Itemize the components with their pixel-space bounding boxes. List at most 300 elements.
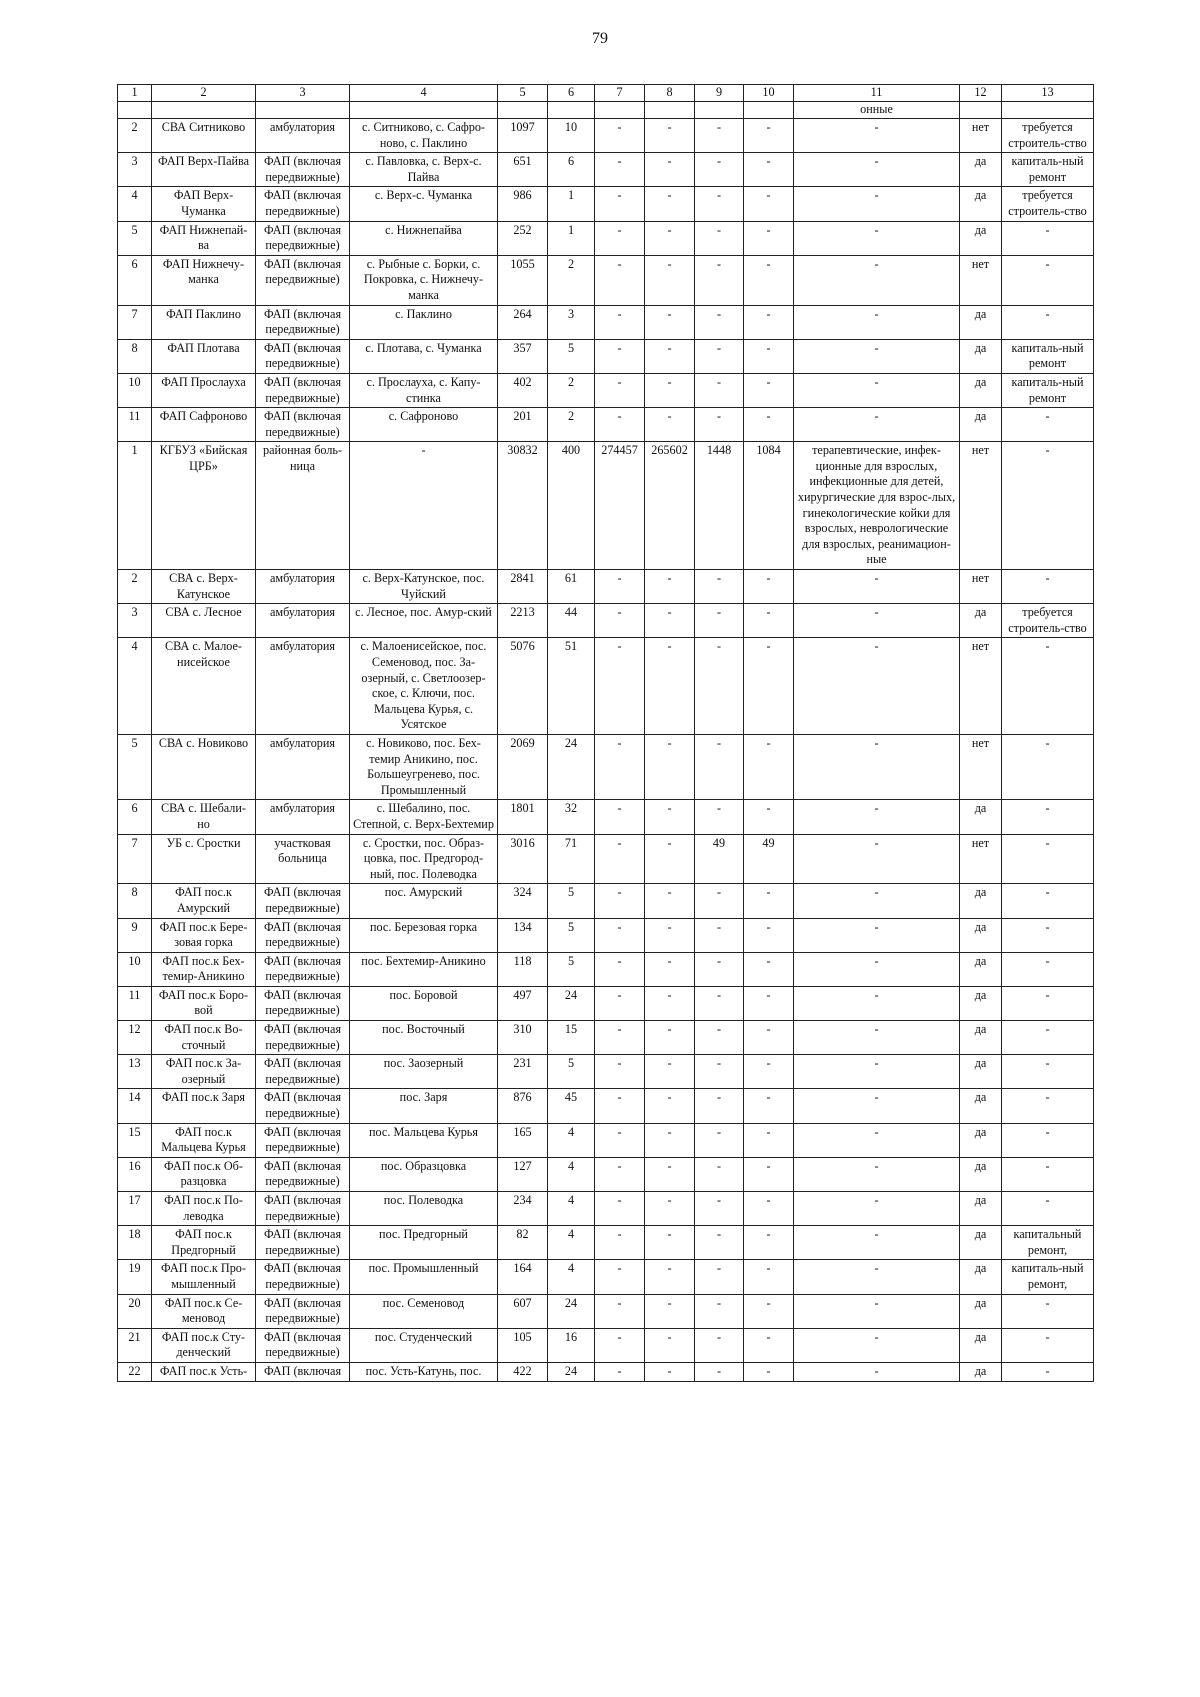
col10-value-cell: -: [744, 734, 794, 799]
col7-value-cell: -: [595, 119, 645, 153]
facility-type-cell: ФАП (включая передвижные): [256, 373, 350, 407]
column-number-7: 7: [595, 85, 645, 102]
column-number-4: 4: [350, 85, 498, 102]
col8-value-cell: -: [645, 1123, 695, 1157]
col7-value-cell: -: [595, 1123, 645, 1157]
staff-count-cell: 16: [548, 1328, 595, 1362]
table-row: [118, 119, 1094, 153]
table-row: [118, 800, 1094, 834]
population-cell: 30832: [498, 442, 548, 570]
staff-count-cell: 5: [548, 1055, 595, 1089]
row-number-cell: 4: [118, 187, 152, 221]
col7-value-cell: -: [595, 1328, 645, 1362]
col9-value-cell: -: [695, 1294, 744, 1328]
row-number-cell: 11: [118, 408, 152, 442]
served-settlements-cell: пос. Промышленный: [350, 1260, 498, 1294]
col7-value-cell: -: [595, 884, 645, 918]
col9-value-cell: -: [695, 604, 744, 638]
status-flag-cell: да: [960, 1362, 1002, 1381]
col7-value-cell: -: [595, 604, 645, 638]
col9-value-cell: -: [695, 339, 744, 373]
col7-value-cell: -: [595, 800, 645, 834]
staff-count-cell: 5: [548, 339, 595, 373]
continuation-cell: [1002, 102, 1094, 119]
continuation-cell: [152, 102, 256, 119]
column-number-1: 1: [118, 85, 152, 102]
served-settlements-cell: пос. Боровой: [350, 986, 498, 1020]
row-number-cell: 18: [118, 1226, 152, 1260]
table-row: [118, 604, 1094, 638]
facility-type-cell: ФАП (включая передвижные): [256, 986, 350, 1020]
continuation-cell: [744, 102, 794, 119]
served-settlements-cell: пос. Березовая горка: [350, 918, 498, 952]
col8-value-cell: -: [645, 1294, 695, 1328]
col10-value-cell: -: [744, 339, 794, 373]
facility-name-cell: ФАП пос.к Во-сточный: [152, 1021, 256, 1055]
column-number-9: 9: [695, 85, 744, 102]
required-action-cell: -: [1002, 734, 1094, 799]
population-cell: 5076: [498, 638, 548, 735]
bed-profiles-cell: -: [794, 638, 960, 735]
facility-type-cell: ФАП (включая передвижные): [256, 1226, 350, 1260]
population-cell: 164: [498, 1260, 548, 1294]
row-number-cell: 5: [118, 221, 152, 255]
status-flag-cell: да: [960, 1157, 1002, 1191]
served-settlements-cell: -: [350, 442, 498, 570]
population-cell: 651: [498, 153, 548, 187]
col8-value-cell: -: [645, 734, 695, 799]
population-cell: 264: [498, 305, 548, 339]
population-cell: 134: [498, 918, 548, 952]
population-cell: 234: [498, 1192, 548, 1226]
bed-profiles-cell: -: [794, 1362, 960, 1381]
col10-value-cell: -: [744, 373, 794, 407]
staff-count-cell: 2: [548, 408, 595, 442]
served-settlements-cell: с. Павловка, с. Верх-с. Пайва: [350, 153, 498, 187]
col8-value-cell: -: [645, 1021, 695, 1055]
status-flag-cell: да: [960, 1055, 1002, 1089]
staff-count-cell: 2: [548, 255, 595, 305]
col8-value-cell: -: [645, 834, 695, 884]
col9-value-cell: -: [695, 1226, 744, 1260]
continuation-row: [118, 102, 1094, 119]
status-flag-cell: нет: [960, 734, 1002, 799]
row-number-cell: 1: [118, 442, 152, 570]
served-settlements-cell: пос. Полеводка: [350, 1192, 498, 1226]
served-settlements-cell: с. Лесное, пос. Амур-ский: [350, 604, 498, 638]
required-action-cell: -: [1002, 255, 1094, 305]
continuation-cell: [695, 102, 744, 119]
column-number-3: 3: [256, 85, 350, 102]
facility-name-cell: ФАП пос.к Предгорный: [152, 1226, 256, 1260]
required-action-cell: -: [1002, 1055, 1094, 1089]
required-action-cell: -: [1002, 834, 1094, 884]
bed-profiles-cell: -: [794, 604, 960, 638]
bed-profiles-cell: -: [794, 1055, 960, 1089]
col10-value-cell: -: [744, 119, 794, 153]
required-action-cell: -: [1002, 408, 1094, 442]
required-action-cell: -: [1002, 1123, 1094, 1157]
required-action-cell: -: [1002, 638, 1094, 735]
staff-count-cell: 4: [548, 1123, 595, 1157]
required-action-cell: капитальный ремонт,: [1002, 1226, 1094, 1260]
required-action-cell: -: [1002, 305, 1094, 339]
col7-value-cell: -: [595, 734, 645, 799]
facility-name-cell: ФАП пос.к Боро-вой: [152, 986, 256, 1020]
facility-type-cell: ФАП (включая передвижные): [256, 952, 350, 986]
col10-value-cell: -: [744, 1260, 794, 1294]
staff-count-cell: 24: [548, 1362, 595, 1381]
col8-value-cell: -: [645, 1362, 695, 1381]
page-number: 79: [592, 30, 608, 47]
facility-name-cell: ФАП пос.к По-леводка: [152, 1192, 256, 1226]
col7-value-cell: -: [595, 570, 645, 604]
col8-value-cell: -: [645, 1089, 695, 1123]
facility-name-cell: ФАП пос.к Амурский: [152, 884, 256, 918]
facility-type-cell: ФАП (включая передвижные): [256, 1021, 350, 1055]
status-flag-cell: да: [960, 1123, 1002, 1157]
col10-value-cell: -: [744, 1123, 794, 1157]
col8-value-cell: -: [645, 918, 695, 952]
row-number-cell: 5: [118, 734, 152, 799]
bed-profiles-cell: -: [794, 1123, 960, 1157]
col9-value-cell: -: [695, 1123, 744, 1157]
staff-count-cell: 71: [548, 834, 595, 884]
population-cell: 2841: [498, 570, 548, 604]
population-cell: 402: [498, 373, 548, 407]
served-settlements-cell: пос. Восточный: [350, 1021, 498, 1055]
population-cell: 1055: [498, 255, 548, 305]
population-cell: 105: [498, 1328, 548, 1362]
status-flag-cell: да: [960, 221, 1002, 255]
facility-name-cell: ФАП Прослауха: [152, 373, 256, 407]
col9-value-cell: -: [695, 986, 744, 1020]
table-header: [118, 85, 1094, 102]
col7-value-cell: -: [595, 1192, 645, 1226]
staff-count-cell: 51: [548, 638, 595, 735]
column-number-row: [118, 85, 1094, 102]
col7-value-cell: -: [595, 638, 645, 735]
bed-profiles-cell: -: [794, 153, 960, 187]
facility-name-cell: ФАП Верх-Чуманка: [152, 187, 256, 221]
bed-profiles-cell: -: [794, 918, 960, 952]
column-number-13: 13: [1002, 85, 1094, 102]
served-settlements-cell: с. Паклино: [350, 305, 498, 339]
col7-value-cell: -: [595, 373, 645, 407]
status-flag-cell: да: [960, 153, 1002, 187]
staff-count-cell: 10: [548, 119, 595, 153]
staff-count-cell: 6: [548, 153, 595, 187]
col10-value-cell: -: [744, 1157, 794, 1191]
continuation-cell: [118, 102, 152, 119]
status-flag-cell: да: [960, 373, 1002, 407]
population-cell: 607: [498, 1294, 548, 1328]
table-row: [118, 1294, 1094, 1328]
col10-value-cell: -: [744, 1192, 794, 1226]
staff-count-cell: 1: [548, 221, 595, 255]
served-settlements-cell: пос. Бехтемир-Аникино: [350, 952, 498, 986]
status-flag-cell: да: [960, 986, 1002, 1020]
staff-count-cell: 24: [548, 734, 595, 799]
population-cell: 252: [498, 221, 548, 255]
col9-value-cell: -: [695, 119, 744, 153]
col7-value-cell: -: [595, 1362, 645, 1381]
col10-value-cell: -: [744, 1226, 794, 1260]
col8-value-cell: -: [645, 1328, 695, 1362]
col8-value-cell: -: [645, 638, 695, 735]
row-number-cell: 15: [118, 1123, 152, 1157]
table-row: [118, 638, 1094, 735]
staff-count-cell: 15: [548, 1021, 595, 1055]
table-row: [118, 1260, 1094, 1294]
row-number-cell: 12: [118, 1021, 152, 1055]
staff-count-cell: 24: [548, 1294, 595, 1328]
table-row: [118, 952, 1094, 986]
served-settlements-cell: с. Малоенисейское, пос. Семеновод, пос. За-озерный, с. Светлоозер-ское, с. Ключи, пос. Мальцева Курья, с. Усятское: [350, 638, 498, 735]
facility-name-cell: ФАП пос.к Мальцева Курья: [152, 1123, 256, 1157]
table-row: [118, 1021, 1094, 1055]
row-number-cell: 13: [118, 1055, 152, 1089]
facility-name-cell: ФАП пос.к Бере-зовая горка: [152, 918, 256, 952]
col9-value-cell: -: [695, 1362, 744, 1381]
served-settlements-cell: пос. Образцовка: [350, 1157, 498, 1191]
served-settlements-cell: пос. Заря: [350, 1089, 498, 1123]
col8-value-cell: -: [645, 408, 695, 442]
row-number-cell: 17: [118, 1192, 152, 1226]
col10-value-cell: -: [744, 604, 794, 638]
served-settlements-cell: пос. Амурский: [350, 884, 498, 918]
table-row: [118, 408, 1094, 442]
row-number-cell: 7: [118, 305, 152, 339]
col7-value-cell: -: [595, 1260, 645, 1294]
col10-value-cell: -: [744, 1294, 794, 1328]
col9-value-cell: -: [695, 1021, 744, 1055]
facility-type-cell: амбулатория: [256, 604, 350, 638]
facilities-table: [117, 84, 1094, 1382]
col9-value-cell: -: [695, 305, 744, 339]
col7-value-cell: -: [595, 187, 645, 221]
col8-value-cell: -: [645, 119, 695, 153]
facility-type-cell: амбулатория: [256, 734, 350, 799]
status-flag-cell: да: [960, 1294, 1002, 1328]
bed-profiles-cell: -: [794, 339, 960, 373]
column-number-11: 11: [794, 85, 960, 102]
col8-value-cell: -: [645, 1192, 695, 1226]
facility-type-cell: ФАП (включая передвижные): [256, 1123, 350, 1157]
staff-count-cell: 3: [548, 305, 595, 339]
bed-profiles-cell: -: [794, 734, 960, 799]
facility-name-cell: СВА с. Новиково: [152, 734, 256, 799]
bed-profiles-cell: -: [794, 952, 960, 986]
served-settlements-cell: пос. Студенческий: [350, 1328, 498, 1362]
col9-value-cell: -: [695, 570, 744, 604]
facility-type-cell: районная боль-ница: [256, 442, 350, 570]
status-flag-cell: да: [960, 952, 1002, 986]
column-number-10: 10: [744, 85, 794, 102]
bed-profiles-cell: -: [794, 119, 960, 153]
population-cell: 2213: [498, 604, 548, 638]
col7-value-cell: -: [595, 255, 645, 305]
continuation-cell: [548, 102, 595, 119]
col9-value-cell: -: [695, 884, 744, 918]
status-flag-cell: нет: [960, 442, 1002, 570]
required-action-cell: -: [1002, 1328, 1094, 1362]
col7-value-cell: -: [595, 1226, 645, 1260]
col9-value-cell: -: [695, 918, 744, 952]
required-action-cell: -: [1002, 1362, 1094, 1381]
col9-value-cell: -: [695, 255, 744, 305]
facility-type-cell: ФАП (включая передвижные): [256, 187, 350, 221]
population-cell: 127: [498, 1157, 548, 1191]
col9-value-cell: -: [695, 800, 744, 834]
population-cell: 82: [498, 1226, 548, 1260]
row-number-cell: 8: [118, 339, 152, 373]
continuation-cell: онные: [794, 102, 960, 119]
bed-profiles-cell: -: [794, 408, 960, 442]
col7-value-cell: -: [595, 1294, 645, 1328]
col9-value-cell: -: [695, 1055, 744, 1089]
row-number-cell: 21: [118, 1328, 152, 1362]
served-settlements-cell: с. Сафроново: [350, 408, 498, 442]
population-cell: 422: [498, 1362, 548, 1381]
status-flag-cell: да: [960, 1260, 1002, 1294]
col8-value-cell: -: [645, 1226, 695, 1260]
col9-value-cell: -: [695, 373, 744, 407]
table-row: [118, 1089, 1094, 1123]
population-cell: 231: [498, 1055, 548, 1089]
population-cell: 1097: [498, 119, 548, 153]
row-number-cell: 11: [118, 986, 152, 1020]
table-row: [118, 1055, 1094, 1089]
required-action-cell: -: [1002, 1294, 1094, 1328]
population-cell: 2069: [498, 734, 548, 799]
table-row: [118, 1157, 1094, 1191]
facility-type-cell: ФАП (включая передвижные): [256, 339, 350, 373]
required-action-cell: -: [1002, 952, 1094, 986]
col7-value-cell: -: [595, 153, 645, 187]
bed-profiles-cell: -: [794, 305, 960, 339]
col10-value-cell: -: [744, 1328, 794, 1362]
continuation-cell: [350, 102, 498, 119]
staff-count-cell: 4: [548, 1157, 595, 1191]
required-action-cell: требуется строитель-ство: [1002, 187, 1094, 221]
continuation-cell: [256, 102, 350, 119]
col9-value-cell: -: [695, 1157, 744, 1191]
required-action-cell: требуется строитель-ство: [1002, 604, 1094, 638]
col10-value-cell: -: [744, 918, 794, 952]
col10-value-cell: -: [744, 408, 794, 442]
column-number-6: 6: [548, 85, 595, 102]
facility-type-cell: амбулатория: [256, 638, 350, 735]
table-row: [118, 1328, 1094, 1362]
table-row: [118, 255, 1094, 305]
status-flag-cell: да: [960, 1226, 1002, 1260]
served-settlements-cell: пос. Мальцева Курья: [350, 1123, 498, 1157]
population-cell: 986: [498, 187, 548, 221]
facility-type-cell: ФАП (включая передвижные): [256, 1055, 350, 1089]
bed-profiles-cell: -: [794, 373, 960, 407]
col8-value-cell: -: [645, 884, 695, 918]
facility-name-cell: ФАП пос.к Усть-: [152, 1362, 256, 1381]
staff-count-cell: 24: [548, 986, 595, 1020]
status-flag-cell: нет: [960, 834, 1002, 884]
facility-type-cell: амбулатория: [256, 119, 350, 153]
bed-profiles-cell: -: [794, 1226, 960, 1260]
served-settlements-cell: с. Сростки, пос. Образ-цовка, пос. Предгород-ный, пос. Полеводка: [350, 834, 498, 884]
served-settlements-cell: с. Нижнепайва: [350, 221, 498, 255]
required-action-cell: -: [1002, 570, 1094, 604]
facility-type-cell: ФАП (включая передвижные): [256, 1294, 350, 1328]
col10-value-cell: -: [744, 1089, 794, 1123]
required-action-cell: -: [1002, 221, 1094, 255]
col10-value-cell: -: [744, 1362, 794, 1381]
row-number-cell: 4: [118, 638, 152, 735]
facility-name-cell: ФАП пос.к Про-мышленный: [152, 1260, 256, 1294]
status-flag-cell: нет: [960, 255, 1002, 305]
status-flag-cell: нет: [960, 570, 1002, 604]
facility-name-cell: СВА Ситниково: [152, 119, 256, 153]
facility-name-cell: СВА с. Верх-Катунское: [152, 570, 256, 604]
col9-value-cell: -: [695, 187, 744, 221]
table-row: [118, 1123, 1094, 1157]
row-number-cell: 2: [118, 119, 152, 153]
table-row: [118, 734, 1094, 799]
served-settlements-cell: с. Плотава, с. Чуманка: [350, 339, 498, 373]
table-row: [118, 153, 1094, 187]
facility-name-cell: УБ с. Сростки: [152, 834, 256, 884]
population-cell: 357: [498, 339, 548, 373]
row-number-cell: 2: [118, 570, 152, 604]
row-number-cell: 16: [118, 1157, 152, 1191]
served-settlements-cell: с. Шебалино, пос. Степной, с. Верх-Бехтемир: [350, 800, 498, 834]
required-action-cell: капиталь-ный ремонт: [1002, 339, 1094, 373]
facility-type-cell: амбулатория: [256, 800, 350, 834]
table-row: [118, 1192, 1094, 1226]
col7-value-cell: -: [595, 918, 645, 952]
status-flag-cell: нет: [960, 119, 1002, 153]
population-cell: 3016: [498, 834, 548, 884]
population-cell: 118: [498, 952, 548, 986]
col10-value-cell: -: [744, 1055, 794, 1089]
row-number-cell: 6: [118, 255, 152, 305]
table-row: [118, 884, 1094, 918]
staff-count-cell: 5: [548, 952, 595, 986]
status-flag-cell: да: [960, 339, 1002, 373]
facility-type-cell: ФАП (включая передвижные): [256, 884, 350, 918]
served-settlements-cell: с. Прослауха, с. Капу-стинка: [350, 373, 498, 407]
status-flag-cell: да: [960, 800, 1002, 834]
col7-value-cell: -: [595, 1157, 645, 1191]
col9-value-cell: -: [695, 408, 744, 442]
col9-value-cell: -: [695, 1089, 744, 1123]
required-action-cell: -: [1002, 1089, 1094, 1123]
staff-count-cell: 4: [548, 1226, 595, 1260]
served-settlements-cell: с. Верх-Катунское, пос. Чуйский: [350, 570, 498, 604]
population-cell: 324: [498, 884, 548, 918]
bed-profiles-cell: -: [794, 884, 960, 918]
col8-value-cell: -: [645, 570, 695, 604]
row-number-cell: 3: [118, 604, 152, 638]
population-cell: 1801: [498, 800, 548, 834]
continuation-cell: [498, 102, 548, 119]
facility-type-cell: ФАП (включая передвижные): [256, 408, 350, 442]
col7-value-cell: -: [595, 305, 645, 339]
col9-value-cell: -: [695, 1192, 744, 1226]
staff-count-cell: 44: [548, 604, 595, 638]
bed-profiles-cell: -: [794, 800, 960, 834]
staff-count-cell: 45: [548, 1089, 595, 1123]
bed-profiles-cell: -: [794, 1021, 960, 1055]
